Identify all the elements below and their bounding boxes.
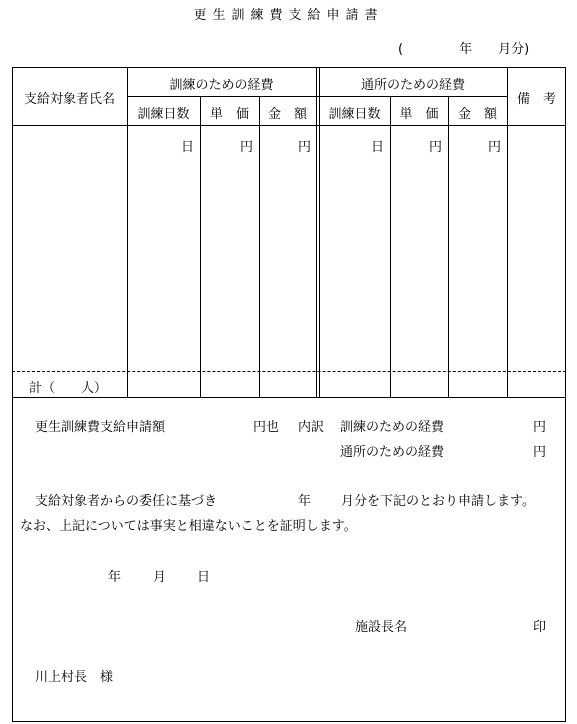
sub-header-amount: 金 額 [457, 107, 497, 122]
statement-line2: なお、上記については事実と相違ないことを証明します。 [20, 519, 357, 534]
sub-header-unit-price: 単 価 [209, 107, 249, 122]
sub-header-unit-price: 単 価 [399, 107, 439, 122]
col-divider [200, 96, 201, 397]
period-month: 月分) [498, 42, 530, 57]
col-header-remarks: 備 考 [516, 92, 556, 107]
statement-line1-a: 支給対象者からの委任に基づき [35, 494, 218, 509]
period-open: ( [398, 42, 404, 57]
col-header-name: 支給対象者氏名 [23, 92, 115, 107]
document-title: 更生訓練費支給申請書 [193, 8, 384, 23]
sub-header-amount: 金 額 [267, 107, 307, 122]
unit-yen: 円 [488, 140, 502, 155]
commute-expense-yen: 円 [533, 445, 547, 460]
total-row-label: 計（ 人） [29, 381, 108, 396]
statement-line1-b: 月分を下記のとおり申請します。 [341, 494, 535, 509]
date-year: 年 [108, 570, 122, 585]
group-header-training: 訓練のための経費 [169, 78, 274, 93]
unit-yen: 円 [429, 140, 443, 155]
table-bottom-line [12, 397, 566, 398]
unit-yen: 円 [298, 140, 312, 155]
period-year: 年 [459, 42, 473, 57]
training-expense-label: 訓練のための経費 [340, 420, 445, 435]
breakdown-label: 内訳 [298, 420, 325, 435]
col-divider [390, 96, 391, 397]
period-line [398, 38, 529, 57]
sub-header-days: 訓練日数 [328, 107, 381, 122]
header-bottom-line [12, 125, 566, 126]
group-header-commute: 通所のための経費 [360, 78, 465, 93]
sub-header-days: 訓練日数 [137, 107, 190, 122]
unit-yen: 円 [240, 140, 254, 155]
total-row-divider [12, 371, 566, 372]
request-amount-label: 更生訓練費支給申請額 [35, 420, 166, 435]
training-expense-yen: 円 [533, 420, 547, 435]
unit-day: 日 [371, 140, 385, 155]
seal-mark: 印 [533, 620, 547, 635]
date-day: 日 [197, 570, 211, 585]
yen-exactly: 円也 [253, 420, 280, 435]
col-divider [316, 67, 317, 397]
header-subdivider [127, 96, 507, 97]
addressee: 川上村長 様 [35, 670, 114, 685]
date-month: 月 [153, 570, 167, 585]
unit-day: 日 [181, 140, 195, 155]
col-divider [448, 96, 449, 397]
col-divider [259, 96, 260, 397]
col-divider [507, 67, 508, 397]
commute-expense-label: 通所のための経費 [340, 445, 445, 460]
statement-line1-year: 年 [298, 494, 312, 509]
facility-head-label: 施設長名 [355, 620, 408, 635]
